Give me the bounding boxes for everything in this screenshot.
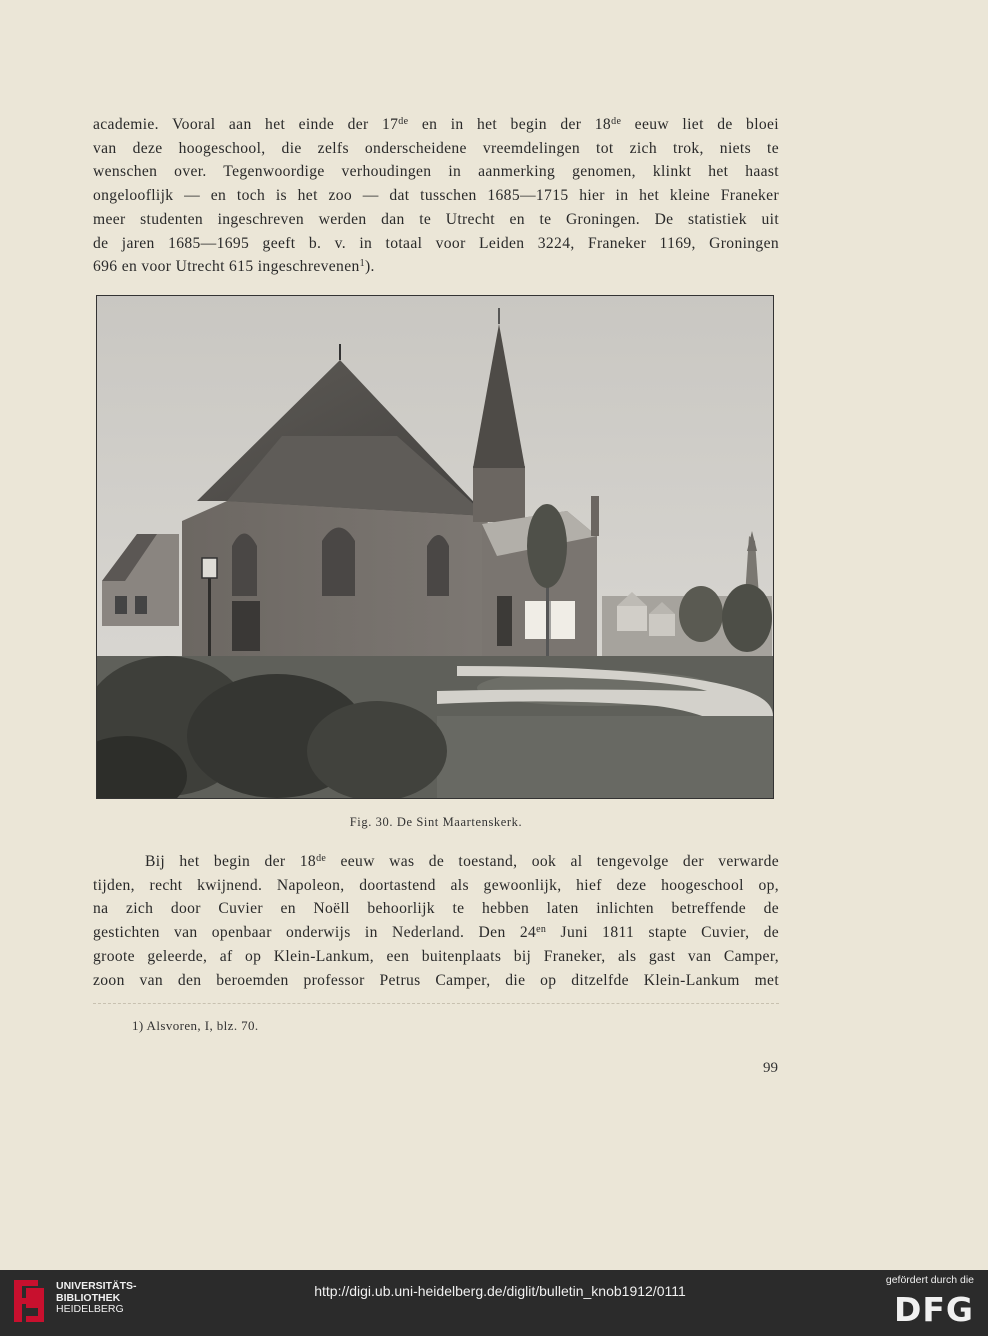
text-run: 696 en voor Utrecht 615 ingeschrevenen [93, 258, 360, 276]
text-run: Bij het begin der 18 [145, 853, 317, 870]
text-line [93, 113, 779, 137]
library-name[interactable] [56, 1281, 137, 1316]
library-name-line: UNIVERSITÄTS- [56, 1280, 137, 1292]
text-line [93, 850, 779, 874]
footnote-divider [93, 1003, 779, 1004]
text-run: groote geleerde, af op Klein-Lankum, een buitenplaats bij Franeker, als gast van Camper, [93, 947, 779, 965]
text-run: Juni 1811 stapte Cuvier, de [546, 924, 780, 942]
superscript: de [398, 116, 409, 127]
page-number: 99 [763, 1060, 778, 1076]
text-line [93, 255, 779, 279]
text-run: wenschen over. Tegenwoordige verhoudingen in aanmerking genomen, klinkt het haast [93, 163, 779, 181]
text-run: academie. Vooral aan het einde der 17 [93, 116, 399, 133]
footnote: 1) Alsvoren, I, blz. 70. [132, 1018, 259, 1033]
viewer-footer-bar [0, 1270, 988, 1336]
text-run: eeuw liet de bloei [621, 116, 779, 133]
superscript: en [536, 924, 547, 936]
text-line [93, 897, 779, 921]
text-run: eeuw was de toestand, ook al tengevolge der verwarde [326, 853, 780, 870]
text-line [93, 921, 779, 945]
text-line [93, 137, 779, 161]
text-line [93, 945, 779, 969]
body-paragraph-1 [93, 113, 779, 279]
library-name-line: BIBLIOTHEK [56, 1291, 121, 1304]
library-name-line: HEIDELBERG [56, 1303, 124, 1315]
text-line [93, 160, 779, 184]
text-line [93, 969, 779, 993]
text-run: tijden, recht kwijnend. Napoleon, doortastend als gewoonlijk, hief deze hoogeschool op, [93, 876, 779, 894]
funding-note: gefördert durch die [885, 1274, 974, 1286]
superscript: de [316, 853, 327, 864]
text-run: ). [364, 258, 375, 276]
text-run: zoon van den beroemden professor Petrus Camper, die op ditzelfde Klein-Lankum met [93, 971, 779, 989]
superscript: de [611, 116, 622, 127]
text-run: gestichten van openbaar onderwijs in Nederland. Den 24 [93, 924, 537, 942]
text-run: de jaren 1685—1695 geeft b. v. in totaal voor Leiden 3224, Franeker 1169, Groningen [93, 234, 779, 252]
body-paragraph-2 [93, 850, 779, 992]
text-run: en in het begin der 18 [408, 116, 612, 133]
text-line [93, 184, 779, 208]
permalink-url[interactable]: http://digi.ub.uni-heidelberg.de/diglit/bulletin_knob1912/0111 [314, 1283, 686, 1299]
text-line [93, 208, 779, 232]
ub-heidelberg-logo-icon[interactable] [12, 1278, 46, 1324]
text-run: van deze hoogeschool, die zelfs onderscheidene vreemdelingen tot zich trok, niets te [93, 139, 779, 157]
text-line [93, 874, 779, 898]
dfg-logo[interactable]: DFG [893, 1290, 974, 1329]
superscript: 1 [359, 258, 365, 270]
text-run: meer studenten ingeschreven werden dan te Utrecht en te Groningen. De statistiek uit [93, 210, 779, 228]
figure-caption: Fig. 30. De Sint Maartenskerk. [349, 815, 523, 829]
text-line [93, 232, 779, 256]
text-run: na zich door Cuvier en Noëll behoorlijk te hebben laten inlichten betreffende de [93, 900, 779, 918]
text-run: ongelooflijk — en toch is het zoo — dat tusschen 1685—1715 hier in het kleine Franeker [93, 187, 779, 205]
figure-photo-sint-maartenskerk [96, 295, 774, 799]
